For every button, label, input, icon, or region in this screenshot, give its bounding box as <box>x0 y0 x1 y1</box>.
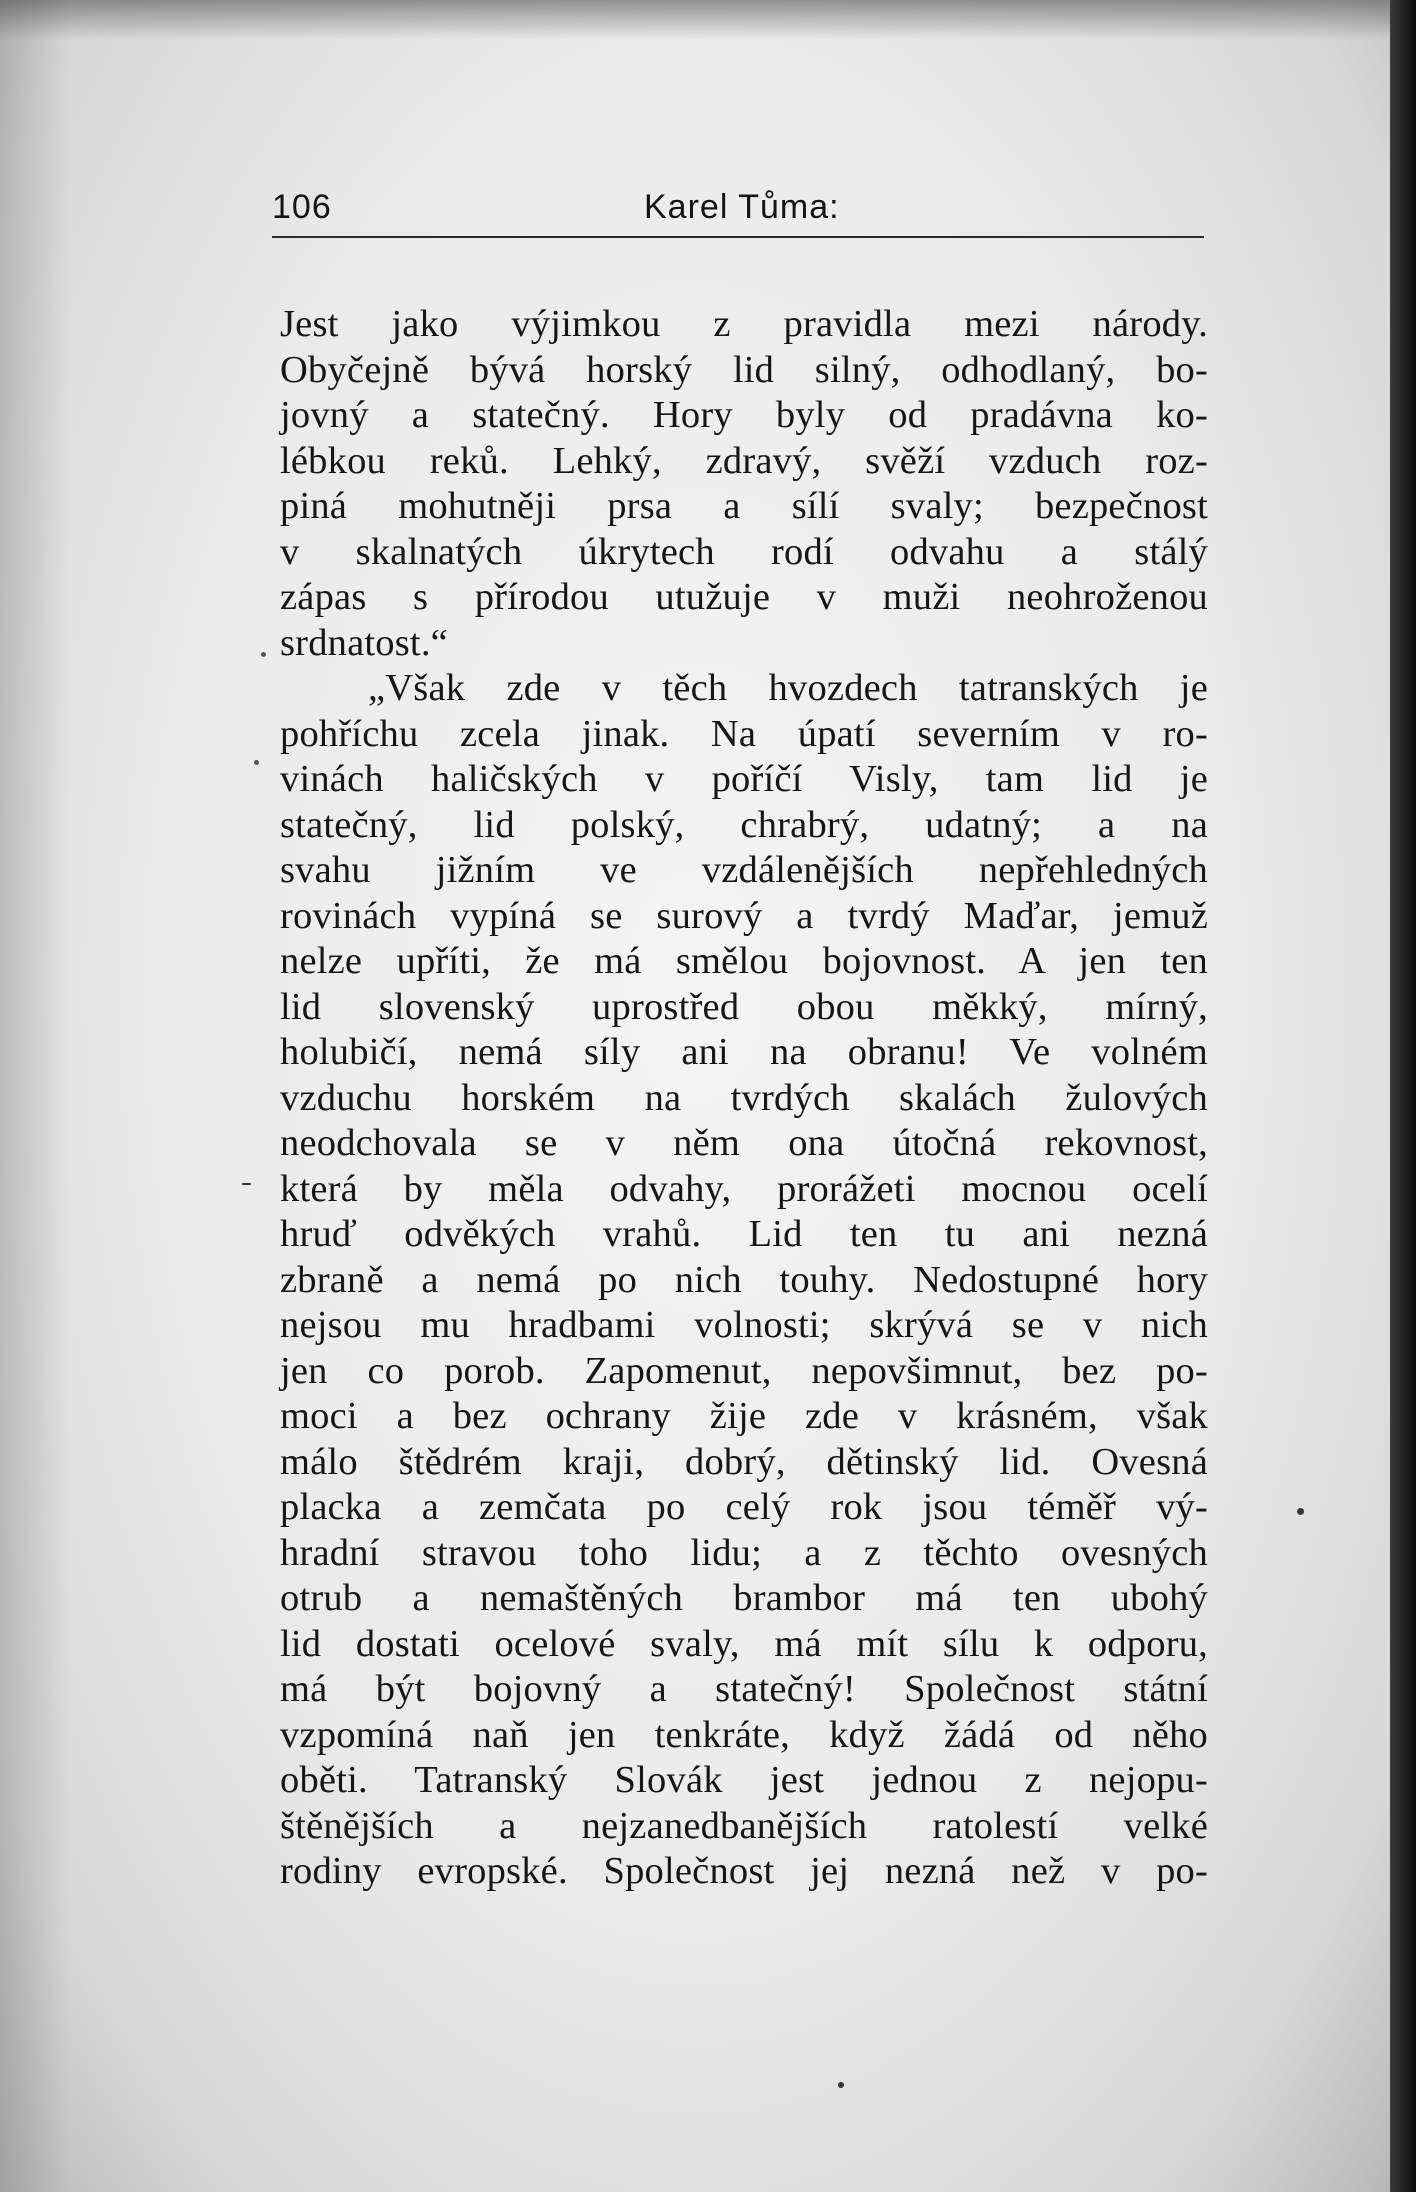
page-header <box>272 188 1204 232</box>
text-line: lid dostati ocelové svaly, má mít sílu k odporu, <box>280 1622 1208 1665</box>
text-line: vzpomíná naň jen tenkráte, když žádá od něho <box>280 1713 1208 1756</box>
text-line: málo štědrém kraji, dobrý, dětinský lid. Ovesná <box>280 1440 1208 1483</box>
text-line: hruď odvěkých vrahů. Lid ten tu ani nezná <box>280 1213 1208 1255</box>
text-line: nelze upříti, že má smělou bojovnost. A jen ten <box>280 940 1208 982</box>
text-line: lébkou reků. Lehký, zdravý, svěží vzduch roz- <box>280 439 1208 482</box>
header-rule <box>272 236 1204 238</box>
text-line: zápas s přírodou utužuje v muži neohroženou <box>280 576 1208 618</box>
text-line: srdnatost.“ <box>280 621 448 664</box>
text-line: piná mohutněji prsa a sílí svaly; bezpečnost <box>280 485 1208 527</box>
scan-speck <box>838 2082 844 2088</box>
text-line: vzduchu horském na tvrdých skalách žulových <box>280 1076 1208 1119</box>
page-number: 106 <box>272 188 332 226</box>
text-line: holubičí, nemá síly ani na obranu! Ve volném <box>280 1031 1208 1073</box>
text-line: rodiny evropské. Společnost jej nezná než v po- <box>280 1850 1208 1892</box>
scan-speck <box>1297 1508 1304 1515</box>
text-line: Obyčejně bývá horský lid silný, odhodlaný, bo- <box>280 348 1208 391</box>
page-gutter-shadow <box>0 0 70 2192</box>
text-line: otrub a nemaštěných brambor má ten ubohý <box>280 1577 1208 1619</box>
text-line: lid slovenský uprostřed obou měkký, mírný, <box>280 985 1208 1028</box>
text-line: moci a bez ochrany žije zde v krásném, však <box>280 1395 1208 1437</box>
text-line: oběti. Tatranský Slovák jest jednou z nejopu- <box>280 1759 1208 1801</box>
page-edge-shadow <box>1390 0 1416 2192</box>
text-line: pohříchu zcela jinak. Na úpatí severním v ro- <box>280 712 1208 755</box>
page-top-shadow <box>0 0 1390 40</box>
text-line: štěnějších a nejzanedbanějších ratolestí velké <box>280 1804 1208 1847</box>
text-line: zbraně a nemá po nich touhy. Nedostupné hory <box>280 1258 1208 1301</box>
text-line: jen co porob. Zapomenut, nepovšimnut, bez po- <box>280 1349 1208 1392</box>
text-line: má být bojovný a statečný! Společnost státní <box>280 1668 1208 1710</box>
text-line: která by měla odvahy, prorážeti mocnou ocelí <box>280 1167 1208 1210</box>
text-line: nejsou mu hradbami volnosti; skrývá se v nich <box>280 1304 1208 1346</box>
scan-speck <box>242 1183 251 1185</box>
text-line: Jest jako výjimkou z pravidla mezi národy. <box>280 303 1208 345</box>
text-line: vinách haličských v poříčí Visly, tam lid je <box>280 758 1208 800</box>
text-line: jovný a statečný. Hory byly od pradávna ko- <box>280 394 1208 436</box>
text-line: neodchovala se v něm ona útočná rekovnost, <box>280 1122 1208 1164</box>
body-text <box>280 302 1208 1895</box>
text-line: statečný, lid polský, chrabrý, udatný; a na <box>280 803 1208 846</box>
running-head: Karel Tůma: <box>644 188 840 226</box>
text-line: placka a zemčata po celý rok jsou téměř vý- <box>280 1486 1208 1528</box>
text-line: hradní stravou toho lidu; a z těchto ovesných <box>280 1531 1208 1574</box>
scan-speck <box>261 652 266 657</box>
text-line: rovinách vypíná se surový a tvrdý Maďar, jemuž <box>280 894 1208 937</box>
text-line: v skalnatých úkrytech rodí odvahu a stálý <box>280 530 1208 573</box>
scan-speck <box>254 760 259 765</box>
text-line: „Však zde v těch hvozdech tatranských je <box>368 667 1208 709</box>
text-line: svahu jižním ve vzdálenějších nepřehledných <box>280 849 1208 891</box>
